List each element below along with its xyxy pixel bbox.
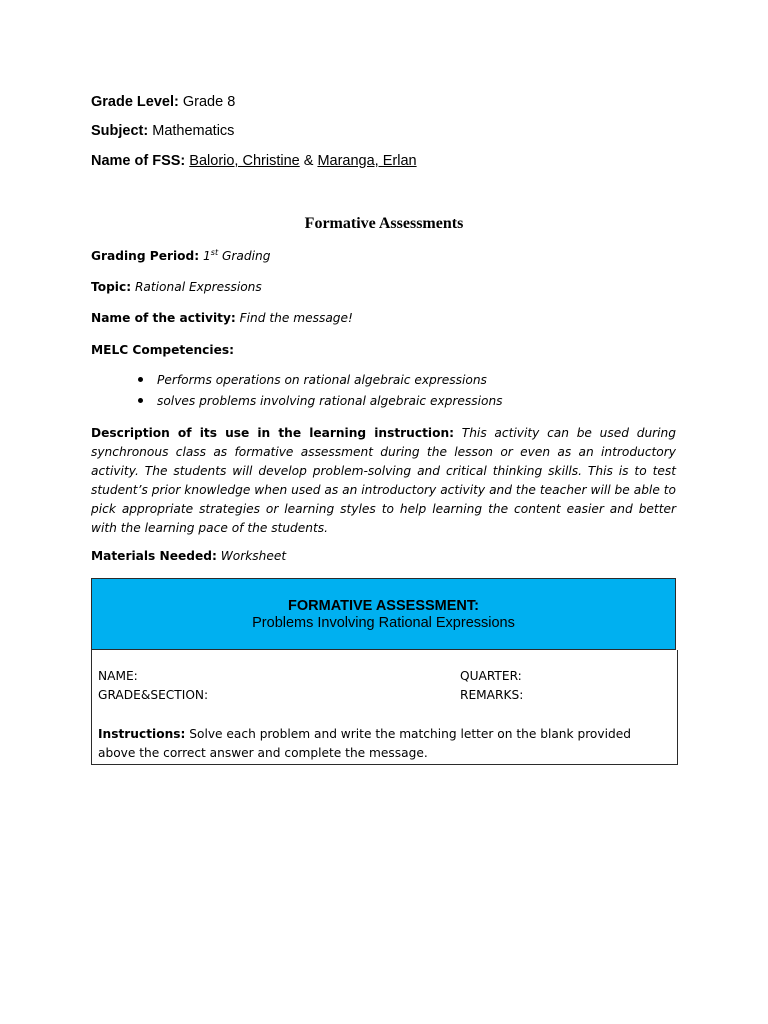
grade-level-value: Grade 8 xyxy=(182,94,236,110)
remarks-label: REMARKS: xyxy=(460,688,524,702)
materials-value: Worksheet xyxy=(220,549,287,563)
activity-line xyxy=(91,311,353,325)
assessment-body xyxy=(91,650,678,765)
assessment-header xyxy=(91,578,676,650)
instructions-label: Instructions: xyxy=(98,727,186,741)
fss-name-1: Balorio, Christine xyxy=(189,153,300,169)
grade-level-line xyxy=(91,94,235,110)
assessment-subheading: Problems Involving Rational Expressions xyxy=(252,615,515,631)
assessment-heading: FORMATIVE ASSESSMENT: xyxy=(288,598,479,614)
competency-text: Performs operations on rational algebraic expressions xyxy=(157,373,487,387)
melc-label: MELC Competencies: xyxy=(91,343,234,357)
instructions-text: Solve each problem and write the matching letter on the blank provided above the correct answer and complete the message. xyxy=(98,727,631,760)
subject-label: Subject: xyxy=(91,123,149,139)
competency-item xyxy=(138,394,503,408)
subject-line xyxy=(91,123,234,139)
grade-section-label: GRADE&SECTION: xyxy=(98,688,209,702)
description-label: Description of its use in the learning instruction: xyxy=(91,426,455,440)
activity-label: Name of the activity: xyxy=(91,311,236,325)
competency-item xyxy=(138,373,487,387)
description-text: This activity can be used during synchronous class as formative assessment during the lesson or even as an introductory activity. The students will develop problem-solving and critical thinking skills. This is to test student’s prior knowledge when used as an introductory activity and the teacher will be able to pick appropriate strategies or learning styles to help learning the content easier and better with the learning pace of the students. xyxy=(91,426,677,535)
topic-label: Topic: xyxy=(91,280,132,294)
name-label: NAME: xyxy=(98,669,138,683)
quarter-label: QUARTER: xyxy=(460,669,522,683)
topic-value: Rational Expressions xyxy=(134,280,262,294)
description-paragraph xyxy=(91,424,676,538)
activity-value: Find the message! xyxy=(239,311,353,325)
topic-line xyxy=(91,280,262,294)
materials-label: Materials Needed: xyxy=(91,549,217,563)
bullet-icon xyxy=(138,398,143,403)
materials-line xyxy=(91,549,286,563)
document-title: Formative Assessments xyxy=(304,215,464,232)
grading-period-value: 1st Grading xyxy=(203,247,271,263)
grading-period-line xyxy=(91,249,270,263)
grading-period-label: Grading Period: xyxy=(91,249,200,263)
competency-text: solves problems involving rational algebraic expressions xyxy=(157,394,503,408)
subject-value: Mathematics xyxy=(152,123,235,139)
fss-name-2: Maranga, Erlan xyxy=(317,153,417,169)
fss-line xyxy=(91,153,417,169)
melc-heading xyxy=(91,343,234,357)
bullet-icon xyxy=(138,377,143,382)
fss-separator: & xyxy=(303,153,314,169)
grade-level-label: Grade Level: xyxy=(91,94,179,110)
instructions xyxy=(98,725,668,763)
fss-label: Name of FSS: xyxy=(91,153,186,169)
